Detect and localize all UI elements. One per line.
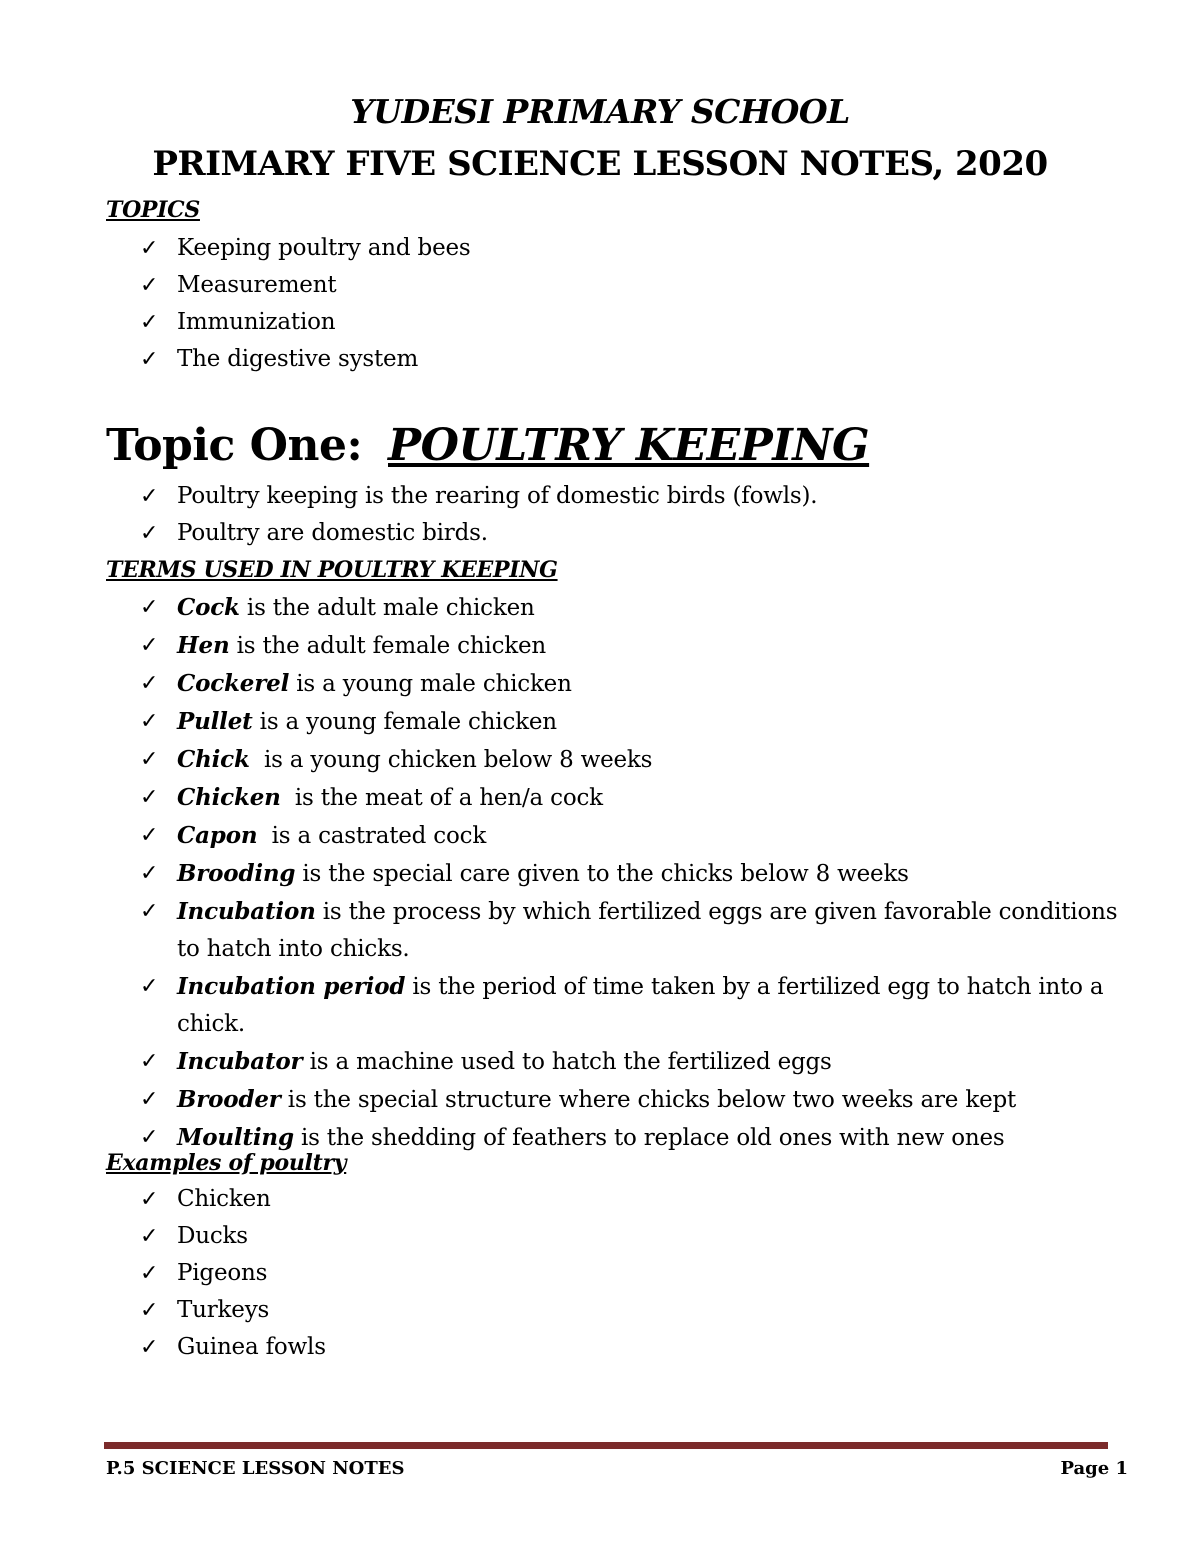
list-item: ✓ Incubator is a machine used to hatch the fertilized eggs bbox=[140, 1043, 1140, 1081]
check-icon: ✓ bbox=[140, 1049, 159, 1074]
check-icon: ✓ bbox=[140, 521, 159, 546]
check-icon: ✓ bbox=[140, 310, 159, 335]
check-icon: ✓ bbox=[140, 595, 159, 620]
list-item: ✓ Moulting is the shedding of feathers to replace old ones with new ones bbox=[140, 1119, 1140, 1157]
check-icon: ✓ bbox=[140, 1298, 159, 1323]
check-icon: ✓ bbox=[140, 747, 159, 772]
list-item: ✓ Cockerel is a young male chicken bbox=[140, 665, 1140, 703]
list-item: ✓ Guinea fowls bbox=[140, 1329, 1140, 1366]
list-item: ✓ Incubation is the process by which fertilized eggs are given favorable conditions to hatch into chicks. bbox=[140, 893, 1140, 968]
check-icon: ✓ bbox=[140, 1125, 159, 1150]
school-title: YUDESI PRIMARY SCHOOL bbox=[350, 92, 850, 131]
examples-list bbox=[140, 1181, 1140, 1366]
list-item: ✓ The digestive system bbox=[140, 341, 1140, 378]
topics-list bbox=[140, 230, 1140, 378]
examples-heading: Examples of poultry bbox=[106, 1150, 347, 1176]
list-item: ✓ Brooder is the special structure where chicks below two weeks are kept bbox=[140, 1081, 1140, 1119]
check-icon: ✓ bbox=[140, 671, 159, 696]
list-item: ✓ Hen is the adult female chicken bbox=[140, 627, 1140, 665]
topics-heading: TOPICS bbox=[106, 197, 200, 223]
check-icon: ✓ bbox=[140, 273, 159, 298]
check-icon: ✓ bbox=[140, 861, 159, 886]
check-icon: ✓ bbox=[140, 823, 159, 848]
list-item: ✓ Keeping poultry and bees bbox=[140, 230, 1140, 267]
check-icon: ✓ bbox=[140, 899, 159, 924]
check-icon: ✓ bbox=[140, 484, 159, 509]
terms-list bbox=[140, 589, 1140, 1157]
list-item: ✓ Brooding is the special care given to the chicks below 8 weeks bbox=[140, 855, 1140, 893]
list-item: ✓ Pullet is a young female chicken bbox=[140, 703, 1140, 741]
topic-one-heading bbox=[106, 420, 869, 471]
topic-name: POULTRY KEEPING bbox=[388, 420, 870, 471]
page-number: Page 1 bbox=[1060, 1458, 1128, 1479]
list-item: ✓ Cock is the adult male chicken bbox=[140, 589, 1140, 627]
list-item: ✓ Turkeys bbox=[140, 1292, 1140, 1329]
check-icon: ✓ bbox=[140, 1224, 159, 1249]
list-item: ✓ Capon is a castrated cock bbox=[140, 817, 1140, 855]
check-icon: ✓ bbox=[140, 709, 159, 734]
topic-one-points bbox=[140, 478, 1140, 552]
check-icon: ✓ bbox=[140, 633, 159, 658]
list-item: ✓ Ducks bbox=[140, 1218, 1140, 1255]
list-item: ✓ Chicken bbox=[140, 1181, 1140, 1218]
check-icon: ✓ bbox=[140, 974, 159, 999]
topic-label: Topic One: bbox=[106, 420, 363, 471]
check-icon: ✓ bbox=[140, 1335, 159, 1360]
check-icon: ✓ bbox=[140, 347, 159, 372]
list-item: ✓ Poultry are domestic birds. bbox=[140, 515, 1140, 552]
check-icon: ✓ bbox=[140, 1087, 159, 1112]
list-item: ✓ Chick is a young chicken below 8 weeks bbox=[140, 741, 1140, 779]
list-item: ✓ Incubation period is the period of time taken by a fertilized egg to hatch into a chick. bbox=[140, 968, 1140, 1043]
list-item: ✓ Pigeons bbox=[140, 1255, 1140, 1292]
list-item: ✓ Poultry keeping is the rearing of domestic birds (fowls). bbox=[140, 478, 1140, 515]
footer-rule bbox=[104, 1442, 1108, 1449]
list-item: ✓ Measurement bbox=[140, 267, 1140, 304]
check-icon: ✓ bbox=[140, 236, 159, 261]
list-item: ✓ Immunization bbox=[140, 304, 1140, 341]
footer-title: P.5 SCIENCE LESSON NOTES bbox=[106, 1458, 405, 1479]
notes-title: PRIMARY FIVE SCIENCE LESSON NOTES, 2020 bbox=[152, 144, 1048, 184]
terms-heading: TERMS USED IN POULTRY KEEPING bbox=[106, 557, 558, 583]
check-icon: ✓ bbox=[140, 1261, 159, 1286]
check-icon: ✓ bbox=[140, 785, 159, 810]
list-item: ✓ Chicken is the meat of a hen/a cock bbox=[140, 779, 1140, 817]
check-icon: ✓ bbox=[140, 1187, 159, 1212]
